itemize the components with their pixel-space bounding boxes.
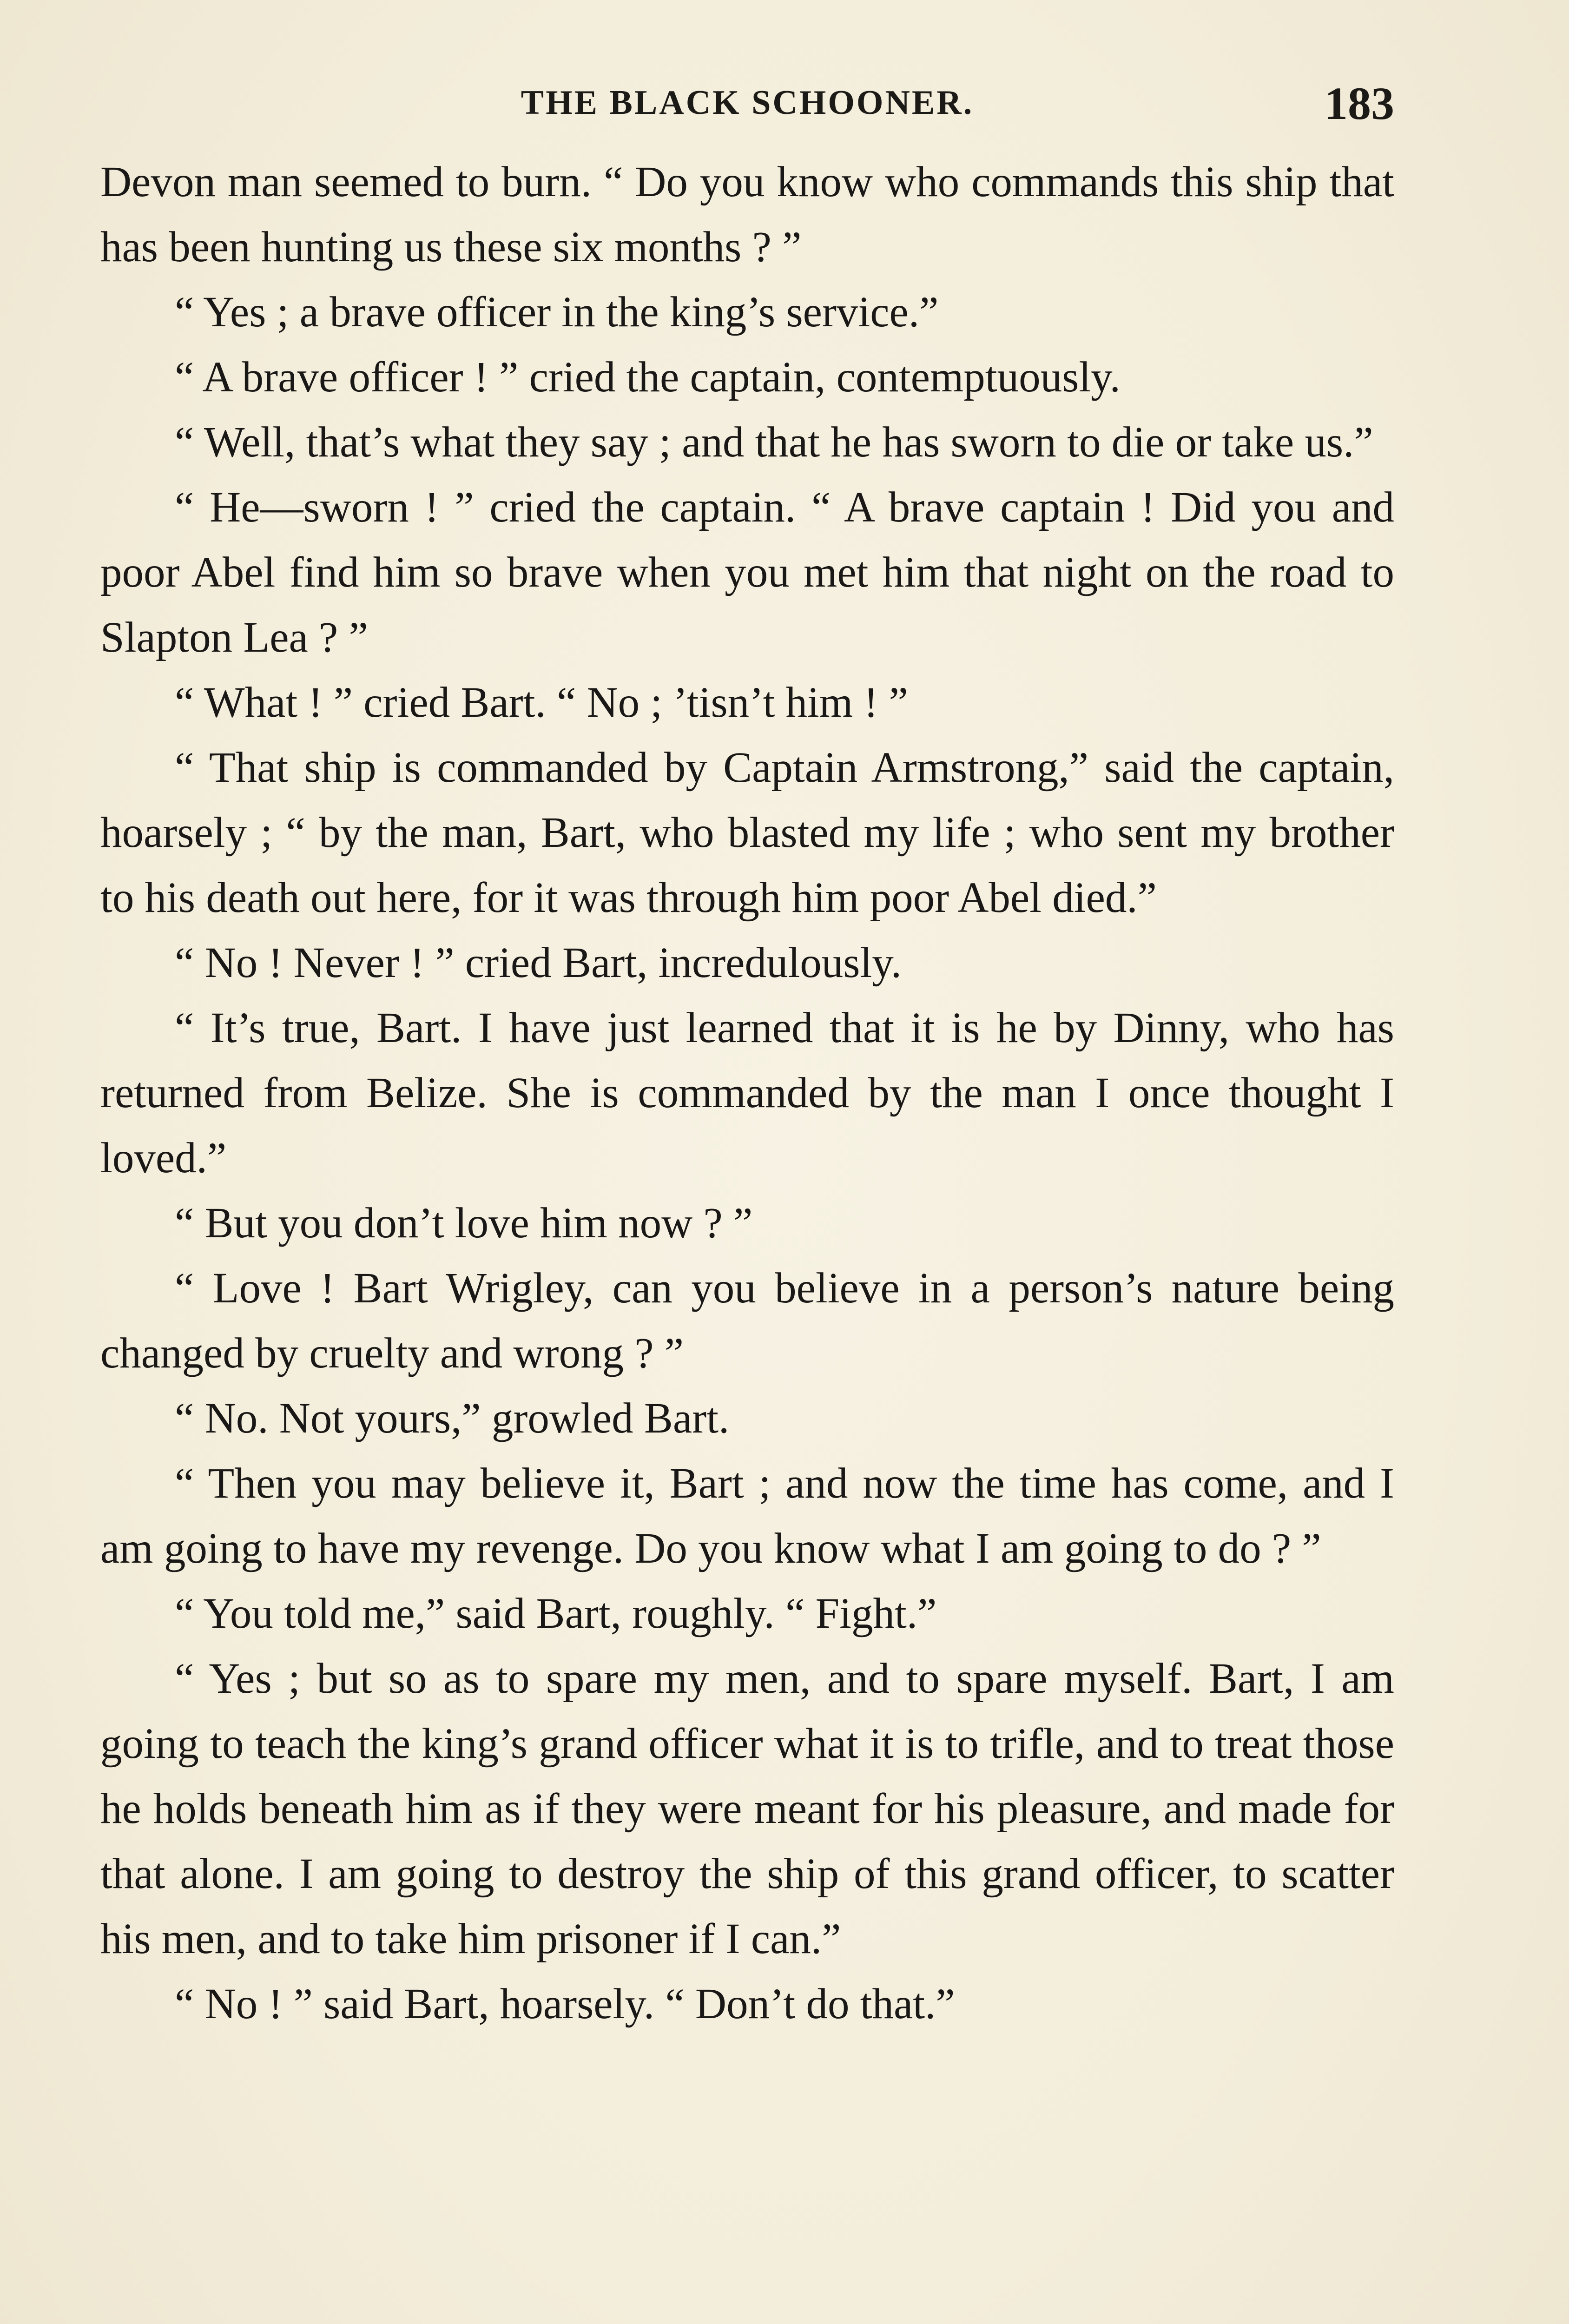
paragraph: “ What ! ” cried Bart. “ No ; ’tisn’t him ! ” [175,679,908,726]
paragraph: “ But you don’t love him now ? ” [175,1199,753,1247]
paragraph: Devon man seemed to burn. “ Do you know who commands this ship that has been hunting us these six months ? ” [100,158,1394,271]
paragraph: “ Then you may believe it, Bart ; and now the time has come, and I am going to have my revenge. Do you know what I am going to do ? ” [100,1459,1394,1572]
paragraph: “ Yes ; a brave officer in the king’s service.” [175,288,939,336]
paragraph: “ It’s true, Bart. I have just learned that it is he by Dinny, who has returned from Belize. She is commanded by the man I once thought I loved.” [100,1004,1394,1182]
page-number: 183 [1325,78,1394,129]
paragraph: “ Yes ; but so as to spare my men, and to spare myself. Bart, I am going to teach the king’s grand officer what it is to trifle, and to treat those he holds beneath him as if they were meant for his pleasure, and made for that alone. I am going to destroy the ship of this grand officer, to scatter his men, and to take him prisoner if I can.” [100,1655,1394,1963]
running-title: THE BLACK SCHOONER. [521,84,974,122]
paragraph: “ Love ! Bart Wrigley, can you believe in a person’s nature being changed by cruelty and wrong ? ” [100,1264,1394,1377]
paragraph: “ You told me,” said Bart, roughly. “ Fight.” [175,1590,937,1637]
paragraph: “ No ! Never ! ” cried Bart, incredulously. [175,939,902,987]
paragraph: “ No. Not yours,” growled Bart. [175,1394,730,1442]
paragraph: “ Well, that’s what they say ; and that he has sworn to die or take us.” [175,418,1373,466]
paragraph: “ No ! ” said Bart, hoarsely. “ Don’t do that.” [175,1980,955,2028]
paragraph: “ He—sworn ! ” cried the captain. “ A brave captain ! Did you and poor Abel find him so brave when you met him that night on the road to Slapton Lea ? ” [100,483,1394,661]
body-text [100,150,1394,2037]
page-header [100,77,1394,132]
paragraph: “ That ship is commanded by Captain Armstrong,” said the captain, hoarsely ; “ by the man, Bart, who blasted my life ; who sent my brother to his death out here, for it was through him poor Abel died.” [100,744,1394,922]
paragraph: “ A brave officer ! ” cried the captain, contemptuously. [175,353,1121,401]
